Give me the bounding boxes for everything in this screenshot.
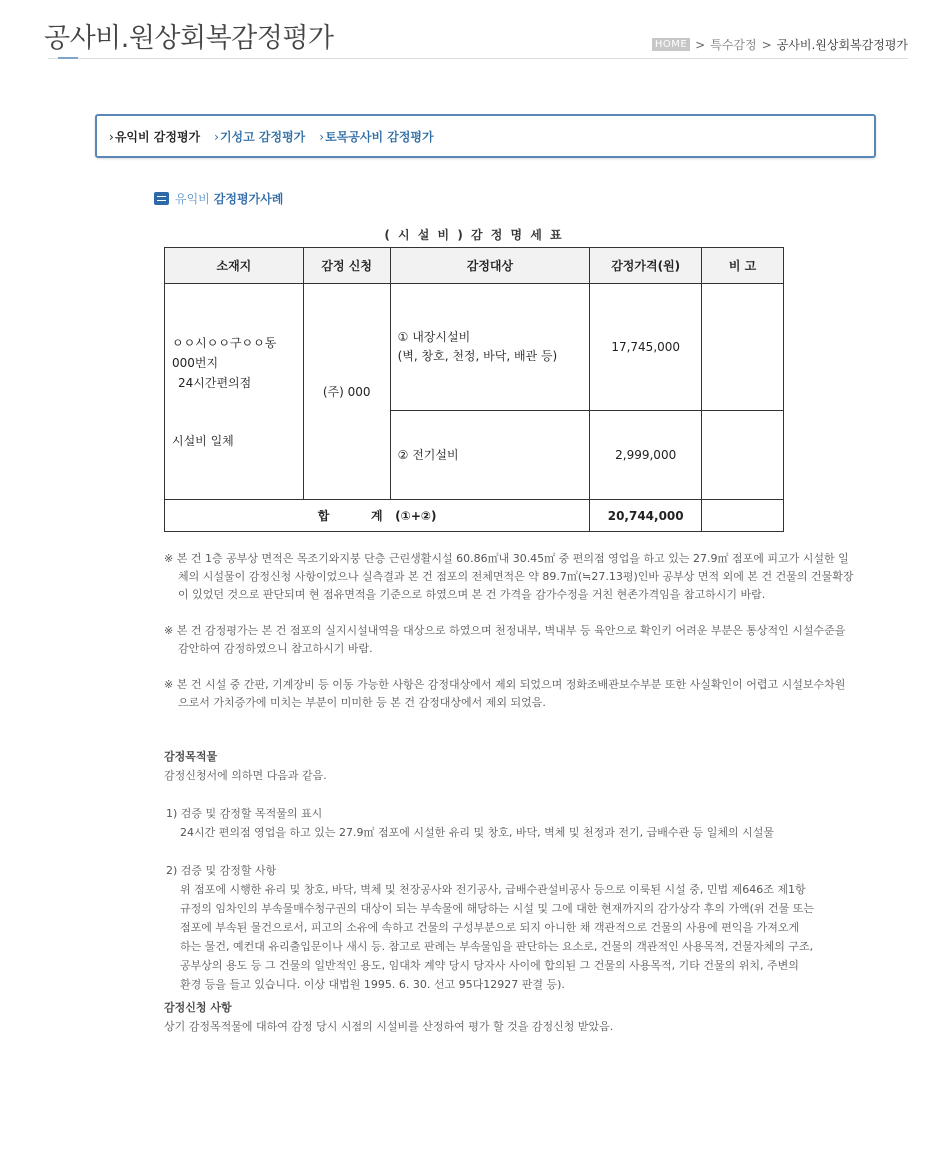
item-name: ② 전기설비 bbox=[397, 447, 459, 462]
appraisal-table bbox=[164, 247, 784, 532]
tab-progress-payment[interactable] bbox=[214, 128, 305, 145]
title-accent-bar bbox=[58, 57, 78, 59]
section-prefix: 유익비 bbox=[175, 192, 210, 206]
note-item: ※ 본 건 시설 중 간판, 기계장비 등 이동 가능한 사항은 감정대상에서 제외 되었으며 정화조배관보수부분 또한 사실확인이 어렵고 시설보수차원으로서 가치증가에 미치는 부분이 미미한 등 본 건 감정대상에서 제외 되었음. bbox=[164, 678, 846, 709]
chevron-right-icon: > bbox=[761, 37, 772, 52]
request-body: 상기 감정목적물에 대하여 감정 당시 시점의 시설비를 산정하여 평가 할 것을 감정신청 받았음. bbox=[164, 1020, 614, 1033]
purpose-sub2-line: 점포에 부속된 물건으로서, 피고의 소유에 속하고 건물의 구성부분으로 되지 아니한 채 객관적으로 건물의 사용에 편익을 가져오게 bbox=[180, 921, 800, 934]
page-title: 공사비.원상회복감정평가 bbox=[44, 23, 334, 54]
chevron-right-icon: › bbox=[319, 129, 325, 144]
table-title: ( 시 설 비 ) 감 정 명 세 표 bbox=[384, 228, 564, 242]
section-title: 감정평가사례 bbox=[213, 192, 284, 206]
spacer bbox=[164, 785, 864, 804]
applicant-cell: (주) 000 bbox=[303, 284, 390, 500]
tab-label: 기성고 감정평가 bbox=[219, 129, 306, 144]
sum-value: 20,744,000 bbox=[590, 500, 702, 532]
purpose-intro: 감정신청서에 의하면 다음과 같음. bbox=[164, 769, 327, 782]
section-heading bbox=[154, 190, 283, 207]
purpose-section bbox=[164, 747, 864, 994]
item-remark bbox=[702, 284, 784, 411]
item-price: 2,999,000 bbox=[590, 411, 702, 500]
chevron-right-icon: > bbox=[695, 37, 706, 52]
breadcrumb-section[interactable]: 특수감정 bbox=[710, 38, 757, 52]
request-heading: 감정신청 사항 bbox=[164, 1001, 232, 1014]
header-applicant: 감정 신청 bbox=[303, 248, 390, 284]
item-remark bbox=[702, 411, 784, 500]
item-detail: (벽, 창호, 천정, 바닥, 배관 등) bbox=[397, 349, 558, 363]
request-section bbox=[164, 998, 864, 1036]
location-cell bbox=[165, 284, 304, 500]
header-price: 감정가격(원) bbox=[590, 248, 702, 284]
breadcrumb-home[interactable]: HOME bbox=[652, 38, 690, 51]
purpose-heading: 감정목적물 bbox=[164, 750, 218, 763]
purpose-sub2-line: 규정의 임차인의 부속물매수청구권의 대상이 되는 부속물에 해당하는 시설 및 그에 대한 현재까지의 감가상각 후의 가액(위 건물 또는 bbox=[180, 902, 815, 915]
purpose-sub1-title: 1) 검증 및 감정할 목적물의 표시 bbox=[166, 807, 323, 820]
purpose-sub2-title: 2) 검증 및 감정할 사항 bbox=[166, 864, 277, 877]
tab-label: 유익비 감정평가 bbox=[114, 129, 201, 144]
item-cell bbox=[390, 284, 590, 411]
purpose-sub2-line: 공부상의 용도 등 그 건물의 일반적인 용도, 임대차 계약 당시 당자사 사이에 합의된 그 건물의 사용목적, 기타 건물의 위치, 주변의 bbox=[180, 959, 799, 972]
location-scope: 시설비 일체 bbox=[172, 433, 234, 448]
purpose-sub2-line: 환경 등을 들고 있습니다. 이상 대법원 1995. 6. 30. 선고 95다12927 판결 등). bbox=[180, 978, 565, 991]
sub-tab-bar bbox=[95, 114, 876, 158]
header-remark: 비 고 bbox=[702, 248, 784, 284]
breadcrumb-current: 공사비.원상회복감정평가 bbox=[776, 38, 908, 52]
spacer bbox=[164, 842, 864, 861]
list-icon bbox=[154, 192, 169, 205]
header-target: 감정대상 bbox=[390, 248, 590, 284]
location-lot: 000번지 bbox=[172, 355, 219, 370]
item-name: ① 내장시설비 bbox=[397, 330, 471, 344]
chevron-right-icon: › bbox=[214, 129, 219, 144]
tab-civil-works[interactable] bbox=[319, 128, 433, 145]
breadcrumb bbox=[652, 36, 908, 53]
item-cell bbox=[390, 411, 590, 500]
notes bbox=[164, 550, 854, 712]
sum-remark bbox=[702, 500, 784, 532]
title-divider bbox=[48, 58, 908, 59]
tab-beneficial-expense[interactable] bbox=[109, 128, 200, 145]
purpose-sub2-line: 하는 물건, 예컨대 유리출입문이나 새시 등. 참고로 판례는 부속물임을 판단하는 요소로, 건물의 객관적인 사용목적, 건물자체의 구조, bbox=[180, 940, 814, 953]
note-item: ※ 본 건 1층 공부상 면적은 목조기와지붕 단층 근린생활시설 60.86㎡내 30.45㎡ 중 편의점 영업을 하고 있는 27.9㎡ 점포에 피고가 시설한 일체의 시설물이 감정신청 사항이었으나 실측결과 본 건 점포의 전체면적은 약 89.7㎡(≒27.13평)인바 공부상 면적 외에 본 건 건물의 건물확장이 있었던 것으로 판단되며 현 점유면적을 기준으로 하였으며 본 건 가격을 감가수정을 거친 현존가격임을 참고하시기 바람. bbox=[164, 552, 854, 601]
location-address: ㅇㅇ시ㅇㅇ구ㅇㅇ동 bbox=[172, 335, 277, 350]
location-store: 24시간편의점 bbox=[178, 375, 252, 390]
purpose-sub1-body: 24시간 편의점 영업을 하고 있는 27.9㎡ 점포에 시설한 유리 및 창호, 바닥, 벽체 및 천정과 전기, 급배수관 등 일체의 시설물 bbox=[180, 826, 774, 839]
chevron-right-icon: › bbox=[109, 129, 114, 144]
item-price: 17,745,000 bbox=[590, 284, 702, 411]
purpose-sub2-line: 위 점포에 시행한 유리 및 창호, 바닥, 벽체 및 천장공사와 전기공사, 급배수관설비공사 등으로 이룩된 시설 중, 민법 제646조 제1항 bbox=[180, 883, 806, 896]
header-location: 소재지 bbox=[165, 248, 304, 284]
location-spacer bbox=[172, 393, 296, 431]
sum-label: 합 계 (①+②) bbox=[165, 500, 590, 532]
tab-label: 토목공사비 감정평가 bbox=[325, 129, 434, 144]
note-item: ※ 본 건 감정평가는 본 건 점포의 실지시설내역을 대상으로 하였으며 천정내부, 벽내부 등 육안으로 확인키 어려운 부분은 통상적인 시설수준을 감안하여 감정하였으니 참고하시기 바람. bbox=[164, 624, 846, 655]
